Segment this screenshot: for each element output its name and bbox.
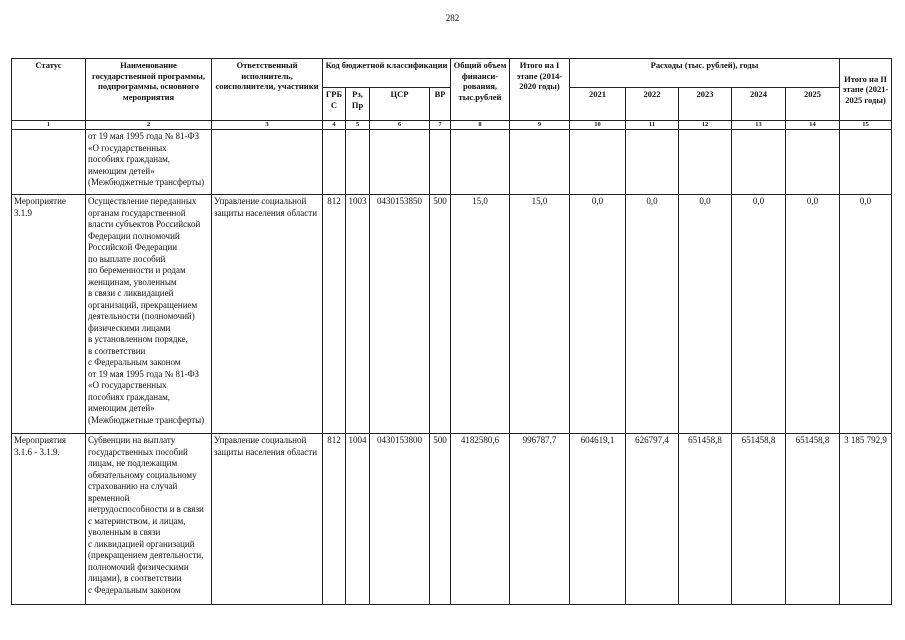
column-number: 4 (323, 121, 346, 130)
y2024-cell: 0,0 (732, 195, 786, 434)
header-2025: 2025 (786, 88, 840, 121)
status-cell (12, 130, 86, 195)
column-numbers-row (12, 121, 892, 130)
column-number: 12 (679, 121, 732, 130)
header-rz-pr: Рз, Пр (346, 88, 370, 121)
header-responsible: Ответственный исполнитель, соисполнители, участники (212, 59, 323, 121)
vr-cell: 500 (430, 195, 451, 434)
header-total-funding: Общий объем финанси- рования, тыс.рублей (451, 59, 510, 121)
y2022-cell: 626797,4 (626, 434, 679, 605)
stage2-cell: 0,0 (840, 195, 892, 434)
table-row (12, 434, 892, 605)
rz-pr-cell: 1004 (346, 434, 370, 605)
header-expenses: Расходы (тыс. рублей), годы (570, 59, 840, 88)
y2024-cell: 651458,8 (732, 434, 786, 605)
column-number: 1 (12, 121, 86, 130)
y2021-cell: 604619,1 (570, 434, 626, 605)
responsible-cell: Управление социальной защиты населения области (212, 434, 323, 605)
budget-table (11, 58, 892, 605)
column-number: 14 (786, 121, 840, 130)
y2022-cell: 0,0 (626, 195, 679, 434)
name-cell: Субвенции на выплату государственных пособий лицам, не подлежащим обязательному социальному страхованию на случай временной нетрудоспособности и в связи с материнством, и лицам, уволенным в связи с ликвидацией организаций (прекращением деятельности, полномочий физическими лицами), в соответствии с Федеральным законом (86, 434, 212, 605)
header-stage1-total: Итого на I этапе (2014-2020 годы) (510, 59, 570, 121)
total-cell: 4182580,6 (451, 434, 510, 605)
vr-cell (430, 130, 451, 195)
csr-cell (370, 130, 430, 195)
header-row (12, 59, 892, 88)
name-cell: от 19 мая 1995 года № 81-ФЗ «О государственных пособиях гражданам, имеющим детей» (Межбюджетные трансферты) (86, 130, 212, 195)
y2023-cell: 651458,8 (679, 434, 732, 605)
header-2024: 2024 (732, 88, 786, 121)
table-row (12, 195, 892, 434)
name-cell: Осуществление переданных органам государственной власти субъектов Российской Федерации полномочий Российской Федерации по выплате пособий по беременности и родам женщинам, уволенным в связи с ликвидацией организаций, прекращением деятельности (полномочий) физическими лицами в установленном порядке, в соответствии с Федеральным законом от 19 мая 1995 года № 81-ФЗ «О государственных пособиях гражданам, имеющим детей» (Межбюджетные трансферты) (86, 195, 212, 434)
header-2023: 2023 (679, 88, 732, 121)
header-2021: 2021 (570, 88, 626, 121)
header-budget-code: Код бюджетной классификации (323, 59, 451, 88)
header-vr: ВР (430, 88, 451, 121)
column-number: 10 (570, 121, 626, 130)
status-cell: Мероприятия 3.1.6 - 3.1.9. (12, 434, 86, 605)
column-number: 9 (510, 121, 570, 130)
column-number: 15 (840, 121, 892, 130)
header-grbs: ГРБ С (323, 88, 346, 121)
y2023-cell: 0,0 (679, 195, 732, 434)
column-number: 6 (370, 121, 430, 130)
header-2022: 2022 (626, 88, 679, 121)
total-cell (451, 130, 510, 195)
stage1-cell: 996787,7 (510, 434, 570, 605)
y2023-cell (679, 130, 732, 195)
y2025-cell: 0,0 (786, 195, 840, 434)
y2025-cell: 651458,8 (786, 434, 840, 605)
column-number: 8 (451, 121, 510, 130)
page-number: 282 (445, 13, 460, 23)
header-csr: ЦСР (370, 88, 430, 121)
vr-cell: 500 (430, 434, 451, 605)
responsible-cell (212, 130, 323, 195)
y2021-cell: 0,0 (570, 195, 626, 434)
stage1-cell: 15,0 (510, 195, 570, 434)
rz-pr-cell (346, 130, 370, 195)
csr-cell: 0430153800 (370, 434, 430, 605)
header-status: Статус (12, 59, 86, 121)
column-number: 2 (86, 121, 212, 130)
y2022-cell (626, 130, 679, 195)
header-name: Наименование государственной программы, подпрограммы, основного мероприятия (86, 59, 212, 121)
column-number: 7 (430, 121, 451, 130)
y2021-cell (570, 130, 626, 195)
table-row (12, 130, 892, 195)
status-cell: Мероприятие 3.1.9 (12, 195, 86, 434)
stage2-cell (840, 130, 892, 195)
grbs-cell: 812 (323, 434, 346, 605)
header-stage2-total: Итого на II этапе (2021- 2025 годы) (840, 59, 892, 121)
responsible-cell: Управление социальной защиты населения области (212, 195, 323, 434)
total-cell: 15,0 (451, 195, 510, 434)
column-number: 13 (732, 121, 786, 130)
grbs-cell: 812 (323, 195, 346, 434)
y2025-cell (786, 130, 840, 195)
column-number: 11 (626, 121, 679, 130)
y2024-cell (732, 130, 786, 195)
column-number: 5 (346, 121, 370, 130)
csr-cell: 0430153850 (370, 195, 430, 434)
stage2-cell: 3 185 792,9 (840, 434, 892, 605)
rz-pr-cell: 1003 (346, 195, 370, 434)
column-number: 3 (212, 121, 323, 130)
stage1-cell (510, 130, 570, 195)
grbs-cell (323, 130, 346, 195)
